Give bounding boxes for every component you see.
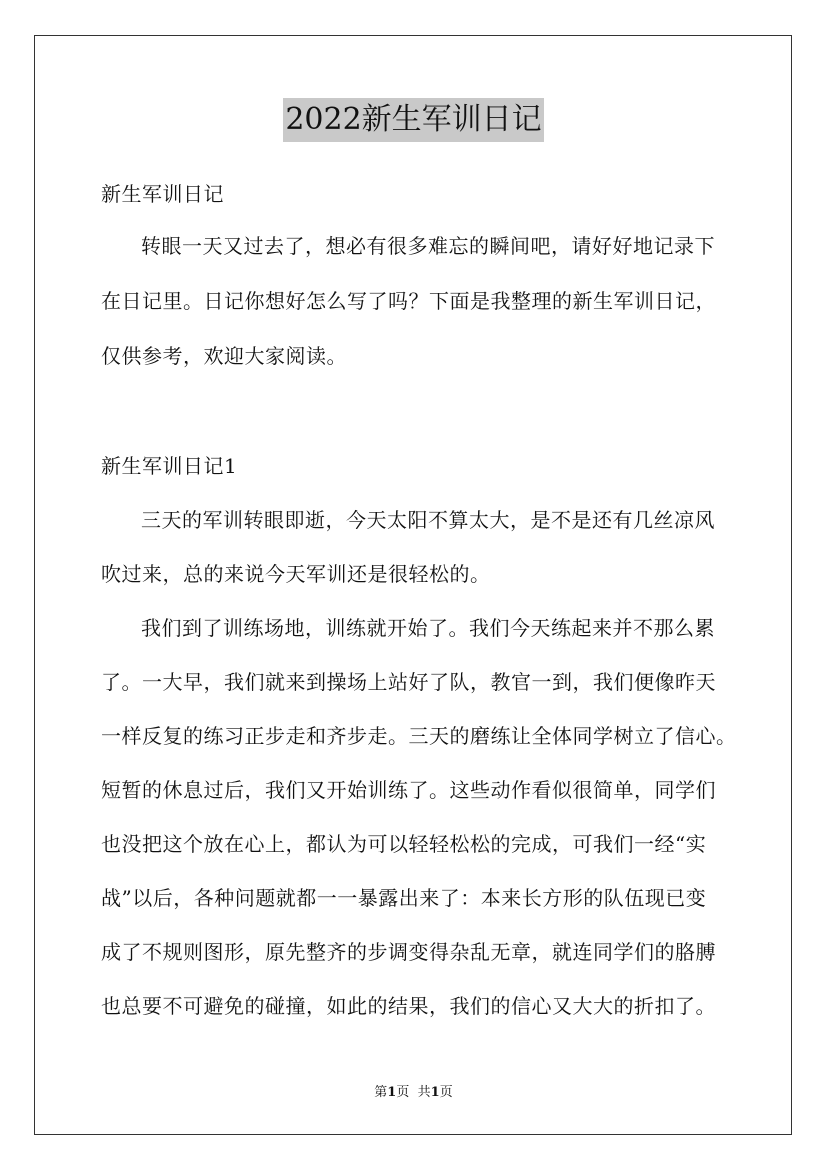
intro-line-3: 仅供参考，欢迎大家阅读。 [101,344,347,368]
para2-line-3: 一样反复的练习正步走和齐步走。三天的磨练让全体同学树立了信心。 [101,724,737,748]
page-current: 1 [387,1085,397,1100]
para2-line-1: 我们到了训练场地，训练就开始了。我们今天练起来并不那么累 [141,616,715,640]
page-suffix: 页 [396,1085,410,1100]
document-title: 2022新生军训日记 [283,98,543,142]
para2-line-4: 短暂的休息过后，我们又开始训练了。这些动作看似很简单，同学们 [101,778,716,802]
title-container [0,98,827,142]
page-prefix: 第 [374,1085,388,1100]
intro-line-2: 在日记里。日记你想好怎么写了吗？下面是我整理的新生军训日记， [101,289,716,313]
intro-line-1: 转眼一天又过去了，想必有很多难忘的瞬间吧，请好好地记录下 [141,234,715,258]
para2-line-7: 成了不规则图形，原先整齐的步调变得杂乱无章，就连同学们的胳膊 [101,940,716,964]
total-prefix: 共 [417,1085,431,1100]
total-suffix: 页 [439,1085,453,1100]
para2-line-6: 战”以后，各种问题就都一一暴露出来了：本来长方形的队伍现已变 [101,886,707,910]
para2-line-8: 也总要不可避免的碰撞，如此的结果，我们的信心又大大的折扣了。 [101,994,716,1018]
para1-line-1: 三天的军训转眼即逝，今天太阳不算太大，是不是还有几丝凉风 [141,508,715,532]
subtitle: 新生军训日记 [101,182,224,206]
para1-line-2: 吹过来，总的来说今天军训还是很轻松的。 [101,562,491,586]
section-heading: 新生军训日记1 [101,454,238,478]
para2-line-5: 也没把这个放在心上，都认为可以轻轻松松的完成，可我们一经“实 [101,832,707,856]
page-footer [0,1084,827,1102]
page-total: 1 [430,1085,440,1100]
para2-line-2: 了。一大早，我们就来到操场上站好了队，教官一到，我们便像昨天 [101,670,716,694]
